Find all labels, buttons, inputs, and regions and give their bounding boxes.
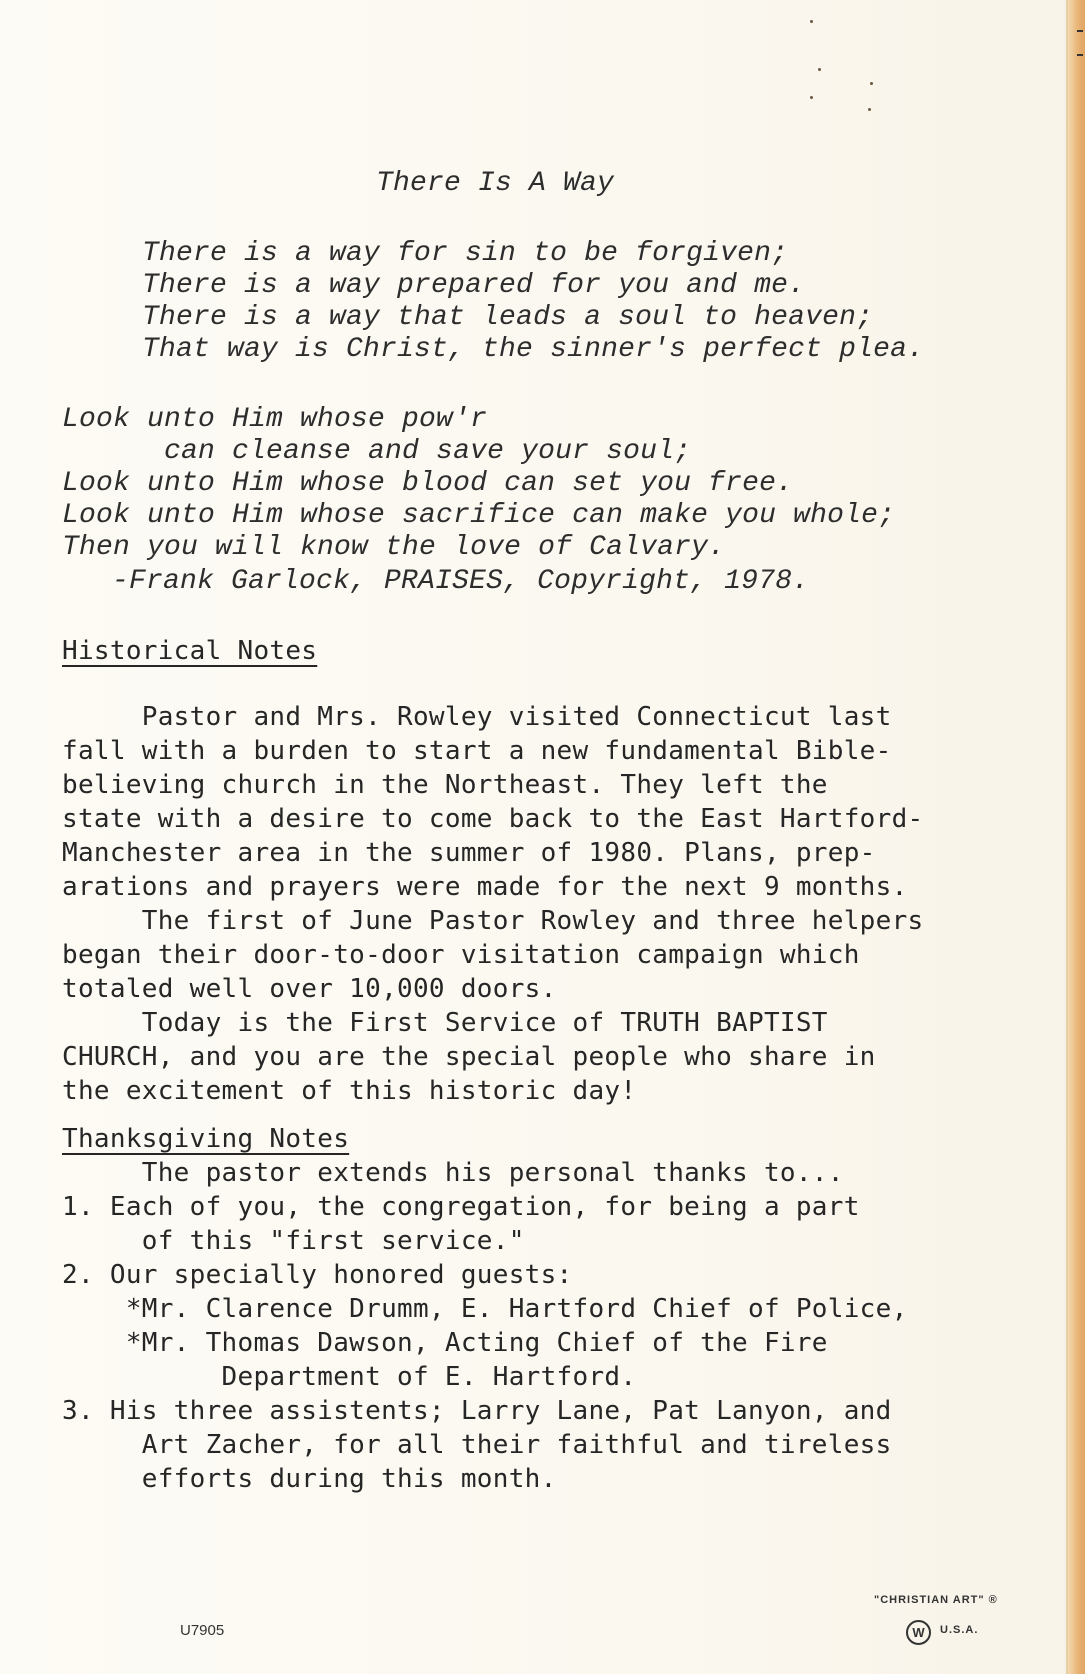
thanksgiving-line: Art Zacher, for all their faithful and tireless (62, 1430, 892, 1460)
product-code: U7905 (180, 1622, 225, 1639)
historical-line: began their door-to-door visitation campaign which (62, 940, 860, 970)
speck (810, 96, 813, 99)
thanksgiving-line: The pastor extends his personal thanks to... (62, 1158, 844, 1188)
historical-notes-heading: Historical Notes (62, 636, 318, 666)
speck (818, 68, 821, 71)
edge-mark (1077, 30, 1083, 56)
refrain-line: Look unto Him whose pow'r (62, 404, 488, 435)
thanksgiving-line: 3. His three assistents; Larry Lane, Pat Lanyon, and (62, 1396, 892, 1426)
speck (870, 82, 873, 85)
poem-line: That way is Christ, the sinner's perfect plea. (142, 334, 925, 365)
thanksgiving-line: of this "first service." (62, 1226, 525, 1256)
historical-line: state with a desire to come back to the East Hartford- (62, 804, 924, 834)
refrain-line: can cleanse and save your soul; (62, 436, 692, 467)
historical-line: Pastor and Mrs. Rowley visited Connecticut last (62, 702, 892, 732)
thanksgiving-line: *Mr. Thomas Dawson, Acting Chief of the Fire (62, 1328, 828, 1358)
historical-line: The first of June Pastor Rowley and three helpers (62, 906, 924, 936)
historical-line: the excitement of this historic day! (62, 1076, 637, 1106)
thanksgiving-notes-heading: Thanksgiving Notes (62, 1124, 350, 1154)
thanksgiving-line: efforts during this month. (62, 1464, 557, 1494)
publisher-logo-icon: W (906, 1620, 931, 1645)
refrain-line: Look unto Him whose sacrifice can make you whole; (62, 500, 896, 531)
historical-line: Today is the First Service of TRUTH BAPTIST (62, 1008, 828, 1038)
publisher-brand: "CHRISTIAN ART" ® (874, 1594, 998, 1606)
page-edge (1068, 0, 1085, 1674)
poem-line: There is a way for sin to be forgiven; (142, 238, 789, 269)
thanksgiving-line: *Mr. Clarence Drumm, E. Hartford Chief of Police, (62, 1294, 908, 1324)
thanksgiving-line: Department of E. Hartford. (62, 1362, 637, 1392)
historical-line: arations and prayers were made for the next 9 months. (62, 872, 908, 902)
poem-title: There Is A Way (376, 168, 615, 199)
poem-line: There is a way prepared for you and me. (142, 270, 806, 301)
historical-line: Manchester area in the summer of 1980. Plans, prep- (62, 838, 876, 868)
refrain-line: Then you will know the love of Calvary. (62, 532, 726, 563)
page-edge-line (1066, 0, 1068, 1674)
historical-line: totaled well over 10,000 doors. (62, 974, 557, 1004)
poem-credit: -Frank Garlock, PRAISES, Copyright, 1978. (112, 566, 810, 597)
historical-line: CHURCH, and you are the special people who share in (62, 1042, 876, 1072)
thanksgiving-line: 1. Each of you, the congregation, for being a part (62, 1192, 860, 1222)
origin-label: U.S.A. (940, 1624, 979, 1636)
historical-line: believing church in the Northeast. They left the (62, 770, 828, 800)
speck (810, 20, 813, 23)
speck (868, 108, 871, 111)
historical-line: fall with a burden to start a new fundamental Bible- (62, 736, 892, 766)
poem-line: There is a way that leads a soul to heaven; (142, 302, 874, 333)
refrain-line: Look unto Him whose blood can set you free. (62, 468, 794, 499)
thanksgiving-line: 2. Our specially honored guests: (62, 1260, 573, 1290)
